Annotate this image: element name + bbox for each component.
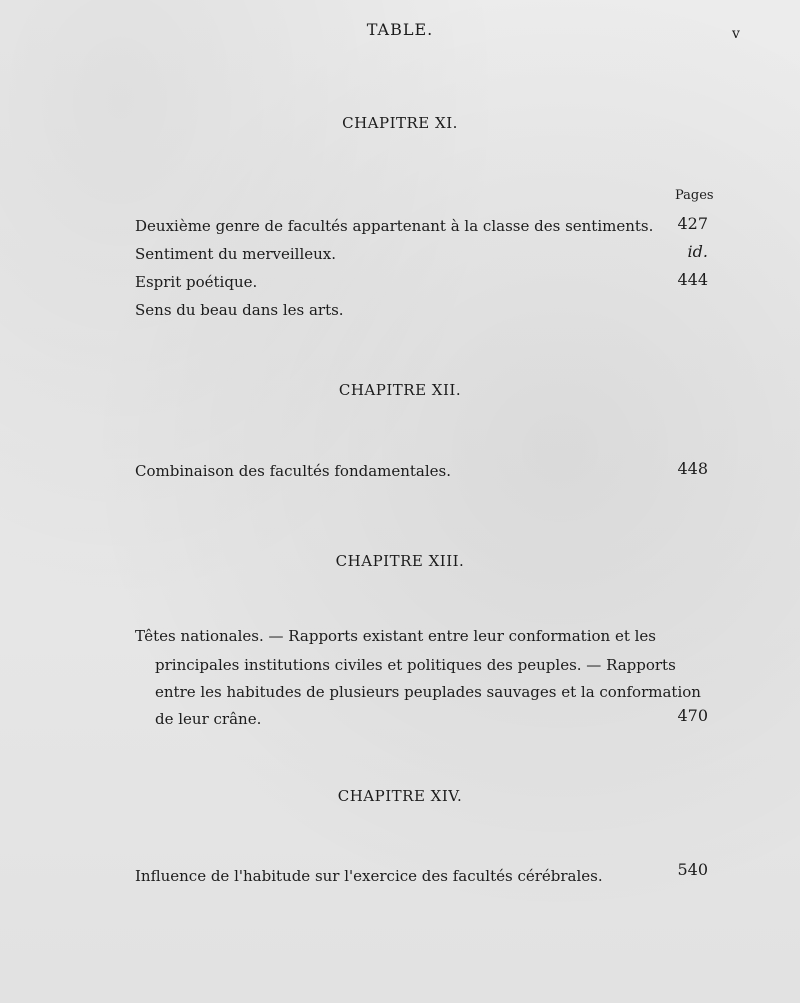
toc-entry: Deuxième genre de facultés appartenant à la classe des sentiments. bbox=[135, 217, 654, 235]
toc-entry-line: Têtes nationales. — Rapports existant entre leur conformation et les bbox=[135, 627, 657, 645]
toc-entry-line: entre les habitudes de plusieurs peuplades sauvages et la conformation bbox=[155, 683, 701, 701]
toc-page-number: 444 bbox=[677, 270, 708, 289]
chapter-heading: CHAPITRE XI. bbox=[342, 114, 458, 132]
toc-page-number: 448 bbox=[677, 459, 708, 478]
pages-column-label: Pages bbox=[675, 188, 714, 203]
toc-page-number: 470 bbox=[677, 706, 708, 725]
toc-page-number: 427 bbox=[677, 214, 708, 233]
running-head: TABLE. bbox=[366, 20, 434, 39]
page-number: v bbox=[732, 26, 740, 42]
toc-entry: Influence de l'habitude sur l'exercice des facultés cérébrales. bbox=[135, 867, 603, 885]
chapter-heading: CHAPITRE XIII. bbox=[335, 552, 465, 570]
toc-entry: Esprit poétique. bbox=[135, 273, 258, 291]
toc-page-number: 540 bbox=[677, 860, 708, 879]
toc-entry-line: principales institutions civiles et politiques des peuples. — Rapports bbox=[155, 656, 676, 674]
chapter-heading: CHAPITRE XIV. bbox=[337, 787, 463, 805]
toc-entry-line: de leur crâne. bbox=[155, 710, 262, 728]
toc-entry: Sens du beau dans les arts. bbox=[135, 301, 344, 319]
toc-entry: Combinaison des facultés fondamentales. bbox=[135, 462, 452, 480]
toc-entry: Sentiment du merveilleux. bbox=[135, 245, 337, 263]
chapter-heading: CHAPITRE XII. bbox=[338, 381, 462, 399]
toc-page-number: id. bbox=[687, 242, 708, 261]
